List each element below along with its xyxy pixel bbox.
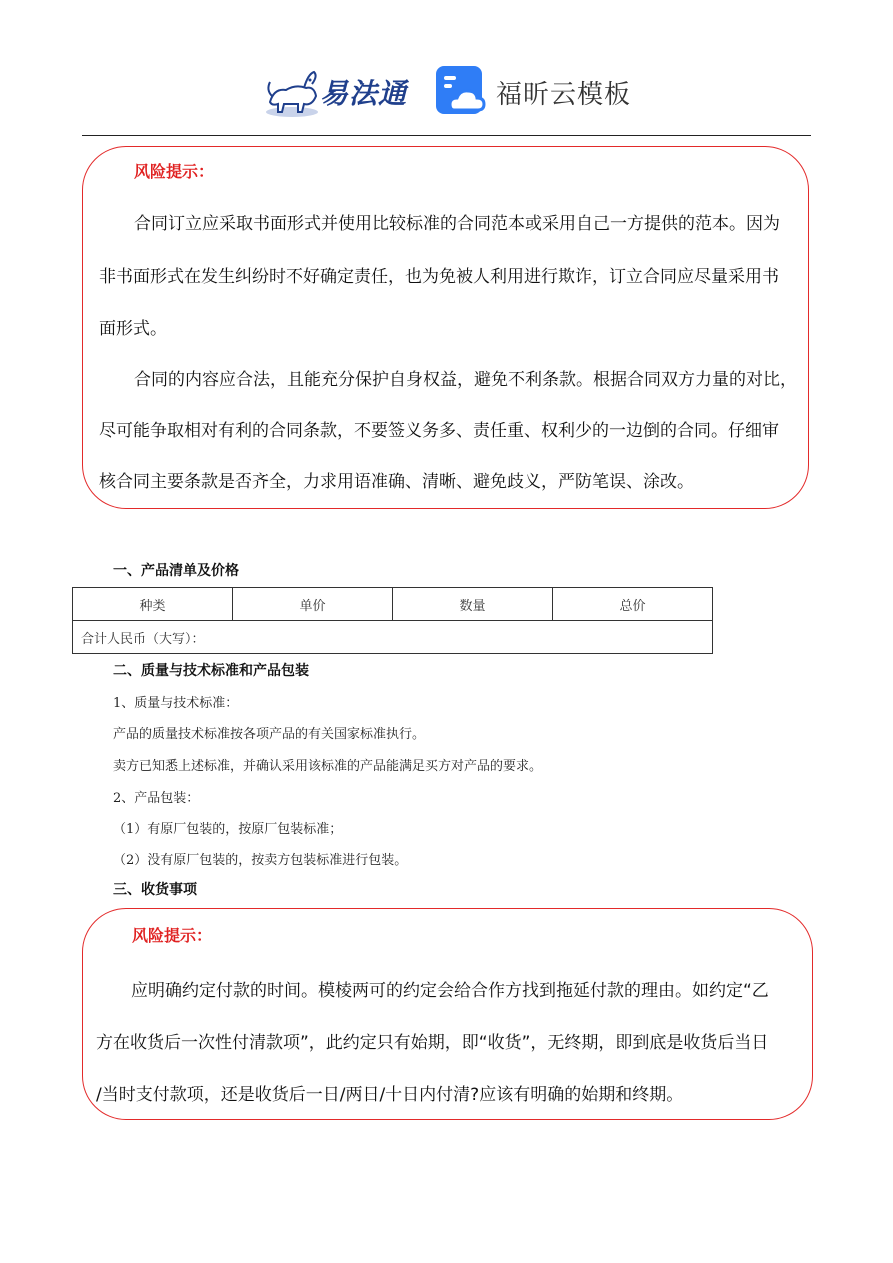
- quality-line: （2）没有原厂包装的，按卖方包装标准进行包装。: [113, 853, 408, 868]
- risk-notice-1-line-4: 合同的内容应合法，且能充分保护自身权益，避免不利条款。根据合同双方力量的对比，: [134, 370, 797, 390]
- risk-notice-1-line-2: 非书面形式在发生纠纷时不好确定责任，也为免被人利用进行欺诈，订立合同应尽量采用书: [99, 267, 779, 287]
- quality-line: （1）有原厂包装的，按原厂包装标准；: [113, 822, 343, 837]
- table-header-cell: 种类: [73, 588, 233, 621]
- total-rmb-cell: 合计人民币（大写）：: [73, 621, 713, 654]
- quality-line: 卖方已知悉上述标准，并确认采用该标准的产品能满足买方对产品的要求。: [113, 759, 543, 774]
- fuxin-cloud-template-logo: [436, 64, 636, 118]
- quality-line: 2、产品包装：: [113, 791, 200, 806]
- table-total-row: [73, 621, 713, 654]
- yifatong-logo-text: 易法通: [320, 77, 408, 110]
- cloud-document-icon: [436, 64, 488, 118]
- section-heading-products: 一、产品清单及价格: [113, 563, 239, 579]
- risk-notice-2-line-1: 应明确约定付款的时间。模棱两可的约定会给合作方找到拖延付款的理由。如约定“乙: [131, 981, 769, 1001]
- risk-notice-1-line-5: 尽可能争取相对有利的合同条款，不要签义务多、责任重、权利少的一边倒的合同。仔细审: [99, 421, 779, 441]
- table-header-cell: 数量: [393, 588, 553, 621]
- risk-notice-title-1: 风险提示：: [134, 162, 215, 181]
- quality-line: 1、质量与技术标准：: [113, 696, 239, 711]
- header: [0, 60, 893, 122]
- table-header-row: [73, 588, 713, 621]
- risk-notice-1-line-6: 核合同主要条款是否齐全，力求用语准确、清晰、避免歧义，严防笔误、涂改。: [99, 472, 694, 492]
- product-price-table: [72, 587, 713, 654]
- section-heading-quality: 二、质量与技术标准和产品包装: [113, 663, 309, 679]
- risk-notice-1-line-1: 合同订立应采取书面形式并使用比较标准的合同范本或采用自己一方提供的范本。因为: [134, 214, 780, 234]
- risk-notice-1-line-3: 面形式。: [99, 319, 167, 339]
- table-header-cell: 总价: [553, 588, 713, 621]
- risk-notice-2-line-3: /当时支付款项，还是收货后一日/两日/十日内付清?应该有明确的始期和终期。: [96, 1085, 684, 1105]
- header-divider: [82, 135, 811, 136]
- risk-notice-box-1: [82, 146, 809, 509]
- section-heading-receiving: 三、收货事项: [113, 882, 197, 898]
- table-header-cell: 单价: [233, 588, 393, 621]
- risk-notice-title-2: 风险提示：: [132, 926, 213, 945]
- quality-line: 产品的质量技术标准按各项产品的有关国家标准执行。: [113, 727, 426, 742]
- qilin-mascot-icon: [262, 62, 322, 120]
- risk-notice-2-line-2: 方在收货后一次性付清款项”，此约定只有始期，即“收货”，无终期，即到底是收货后当日: [96, 1033, 769, 1053]
- yifatong-logo: [262, 62, 412, 120]
- fuxin-logo-text: 福昕云模板: [496, 80, 632, 110]
